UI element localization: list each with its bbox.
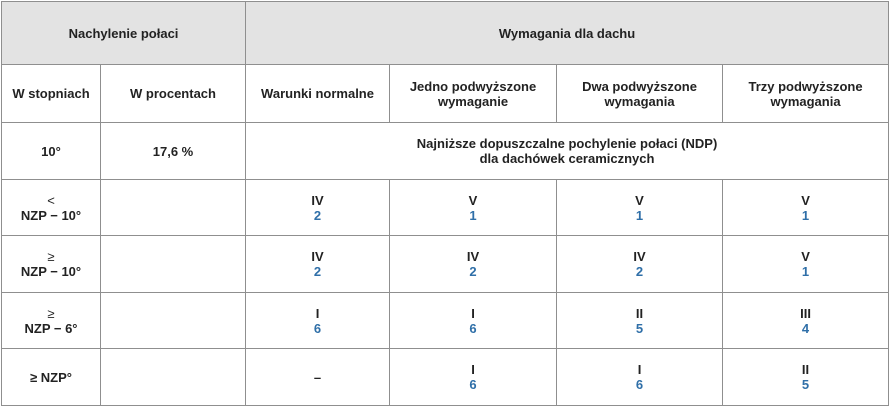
header-normal-conditions: Warunki normalne xyxy=(246,65,390,123)
class-number: 1 xyxy=(801,264,810,279)
class-roman: III xyxy=(800,305,811,321)
class-cell xyxy=(390,349,557,406)
class-cell xyxy=(390,293,557,349)
class-cell xyxy=(557,236,723,293)
class-roman: V xyxy=(801,192,810,208)
class-roman: V xyxy=(468,192,478,208)
comparison-symbol: < xyxy=(47,192,55,208)
class-cell-none: – xyxy=(246,349,390,406)
header-percent: W procentach xyxy=(101,65,246,123)
comparison-symbol: ≥ xyxy=(47,305,55,321)
slope-label: ≥ NZP° xyxy=(30,369,72,385)
class-number: 5 xyxy=(801,377,810,392)
header-roof-requirements: Wymagania dla dachu xyxy=(246,2,889,65)
class-number: 6 xyxy=(469,320,477,336)
ndp-note xyxy=(246,123,889,180)
comparison-symbol: ≥ xyxy=(47,249,55,264)
class-roman: IV xyxy=(633,249,646,264)
class-number: 5 xyxy=(635,320,644,336)
class-cell xyxy=(557,293,723,349)
class-number: 6 xyxy=(313,320,322,336)
class-roman: IV xyxy=(311,249,324,264)
header-roof-slope: Nachylenie połaci xyxy=(2,2,246,65)
class-cell xyxy=(557,349,723,406)
table-row xyxy=(2,180,889,236)
slope-label: NZP − 10° xyxy=(20,264,82,279)
class-roman: I xyxy=(471,305,475,321)
class-number: 1 xyxy=(801,207,810,223)
base-percent: 17,6 % xyxy=(101,123,246,180)
class-roman: I xyxy=(315,305,320,321)
class-cell xyxy=(723,293,889,349)
slope-label-cell xyxy=(2,236,101,293)
class-number: 4 xyxy=(801,320,810,336)
class-number: 2 xyxy=(313,264,322,279)
table-row xyxy=(2,236,889,293)
slope-label: NZP − 6° xyxy=(24,320,78,336)
class-cell xyxy=(723,236,889,293)
table-row-base xyxy=(2,123,889,180)
ndp-note-line2: dla dachówek ceramicznych xyxy=(479,151,655,166)
class-cell xyxy=(390,180,557,236)
class-number: 2 xyxy=(635,264,644,279)
class-number: 2 xyxy=(469,264,477,279)
table-header-group-row xyxy=(2,2,889,65)
table-row xyxy=(2,349,889,406)
class-cell xyxy=(723,349,889,406)
class-number: 6 xyxy=(469,377,477,392)
table-header-row xyxy=(2,65,889,123)
class-cell xyxy=(246,293,390,349)
class-number: 6 xyxy=(635,377,644,392)
slope-label: NZP − 10° xyxy=(20,207,82,223)
slope-label-cell xyxy=(2,293,101,349)
class-cell xyxy=(723,180,889,236)
class-number: 1 xyxy=(635,207,644,223)
class-cell xyxy=(246,236,390,293)
class-cell xyxy=(390,236,557,293)
percent-cell-empty xyxy=(101,349,246,406)
class-cell xyxy=(246,180,390,236)
base-degrees: 10° xyxy=(2,123,101,180)
class-number: 2 xyxy=(313,207,322,223)
class-roman: IV xyxy=(466,249,480,264)
class-cell xyxy=(557,180,723,236)
table-row xyxy=(2,293,889,349)
class-roman: I xyxy=(637,362,642,377)
percent-cell-empty xyxy=(101,180,246,236)
class-roman: V xyxy=(635,192,644,208)
roof-requirements-table xyxy=(1,1,889,406)
class-roman: II xyxy=(801,362,810,377)
header-two-requirements: Dwa podwyższone wymagania xyxy=(557,65,723,123)
header-degrees: W stopniach xyxy=(2,65,101,123)
class-roman: II xyxy=(635,305,644,321)
ndp-note-line1: Najniższe dopuszczalne pochylenie połaci (NDP) xyxy=(416,136,718,151)
slope-label-cell xyxy=(2,180,101,236)
percent-cell-empty xyxy=(101,293,246,349)
class-roman: V xyxy=(801,249,810,264)
percent-cell-empty xyxy=(101,236,246,293)
slope-label-cell xyxy=(2,349,101,406)
class-number: 1 xyxy=(469,207,477,223)
class-roman: IV xyxy=(311,192,324,208)
header-one-requirement: Jedno podwyższone wymaganie xyxy=(390,65,557,123)
class-roman: I xyxy=(471,362,475,377)
header-three-requirements: Trzy podwyższone wymagania xyxy=(723,65,889,123)
